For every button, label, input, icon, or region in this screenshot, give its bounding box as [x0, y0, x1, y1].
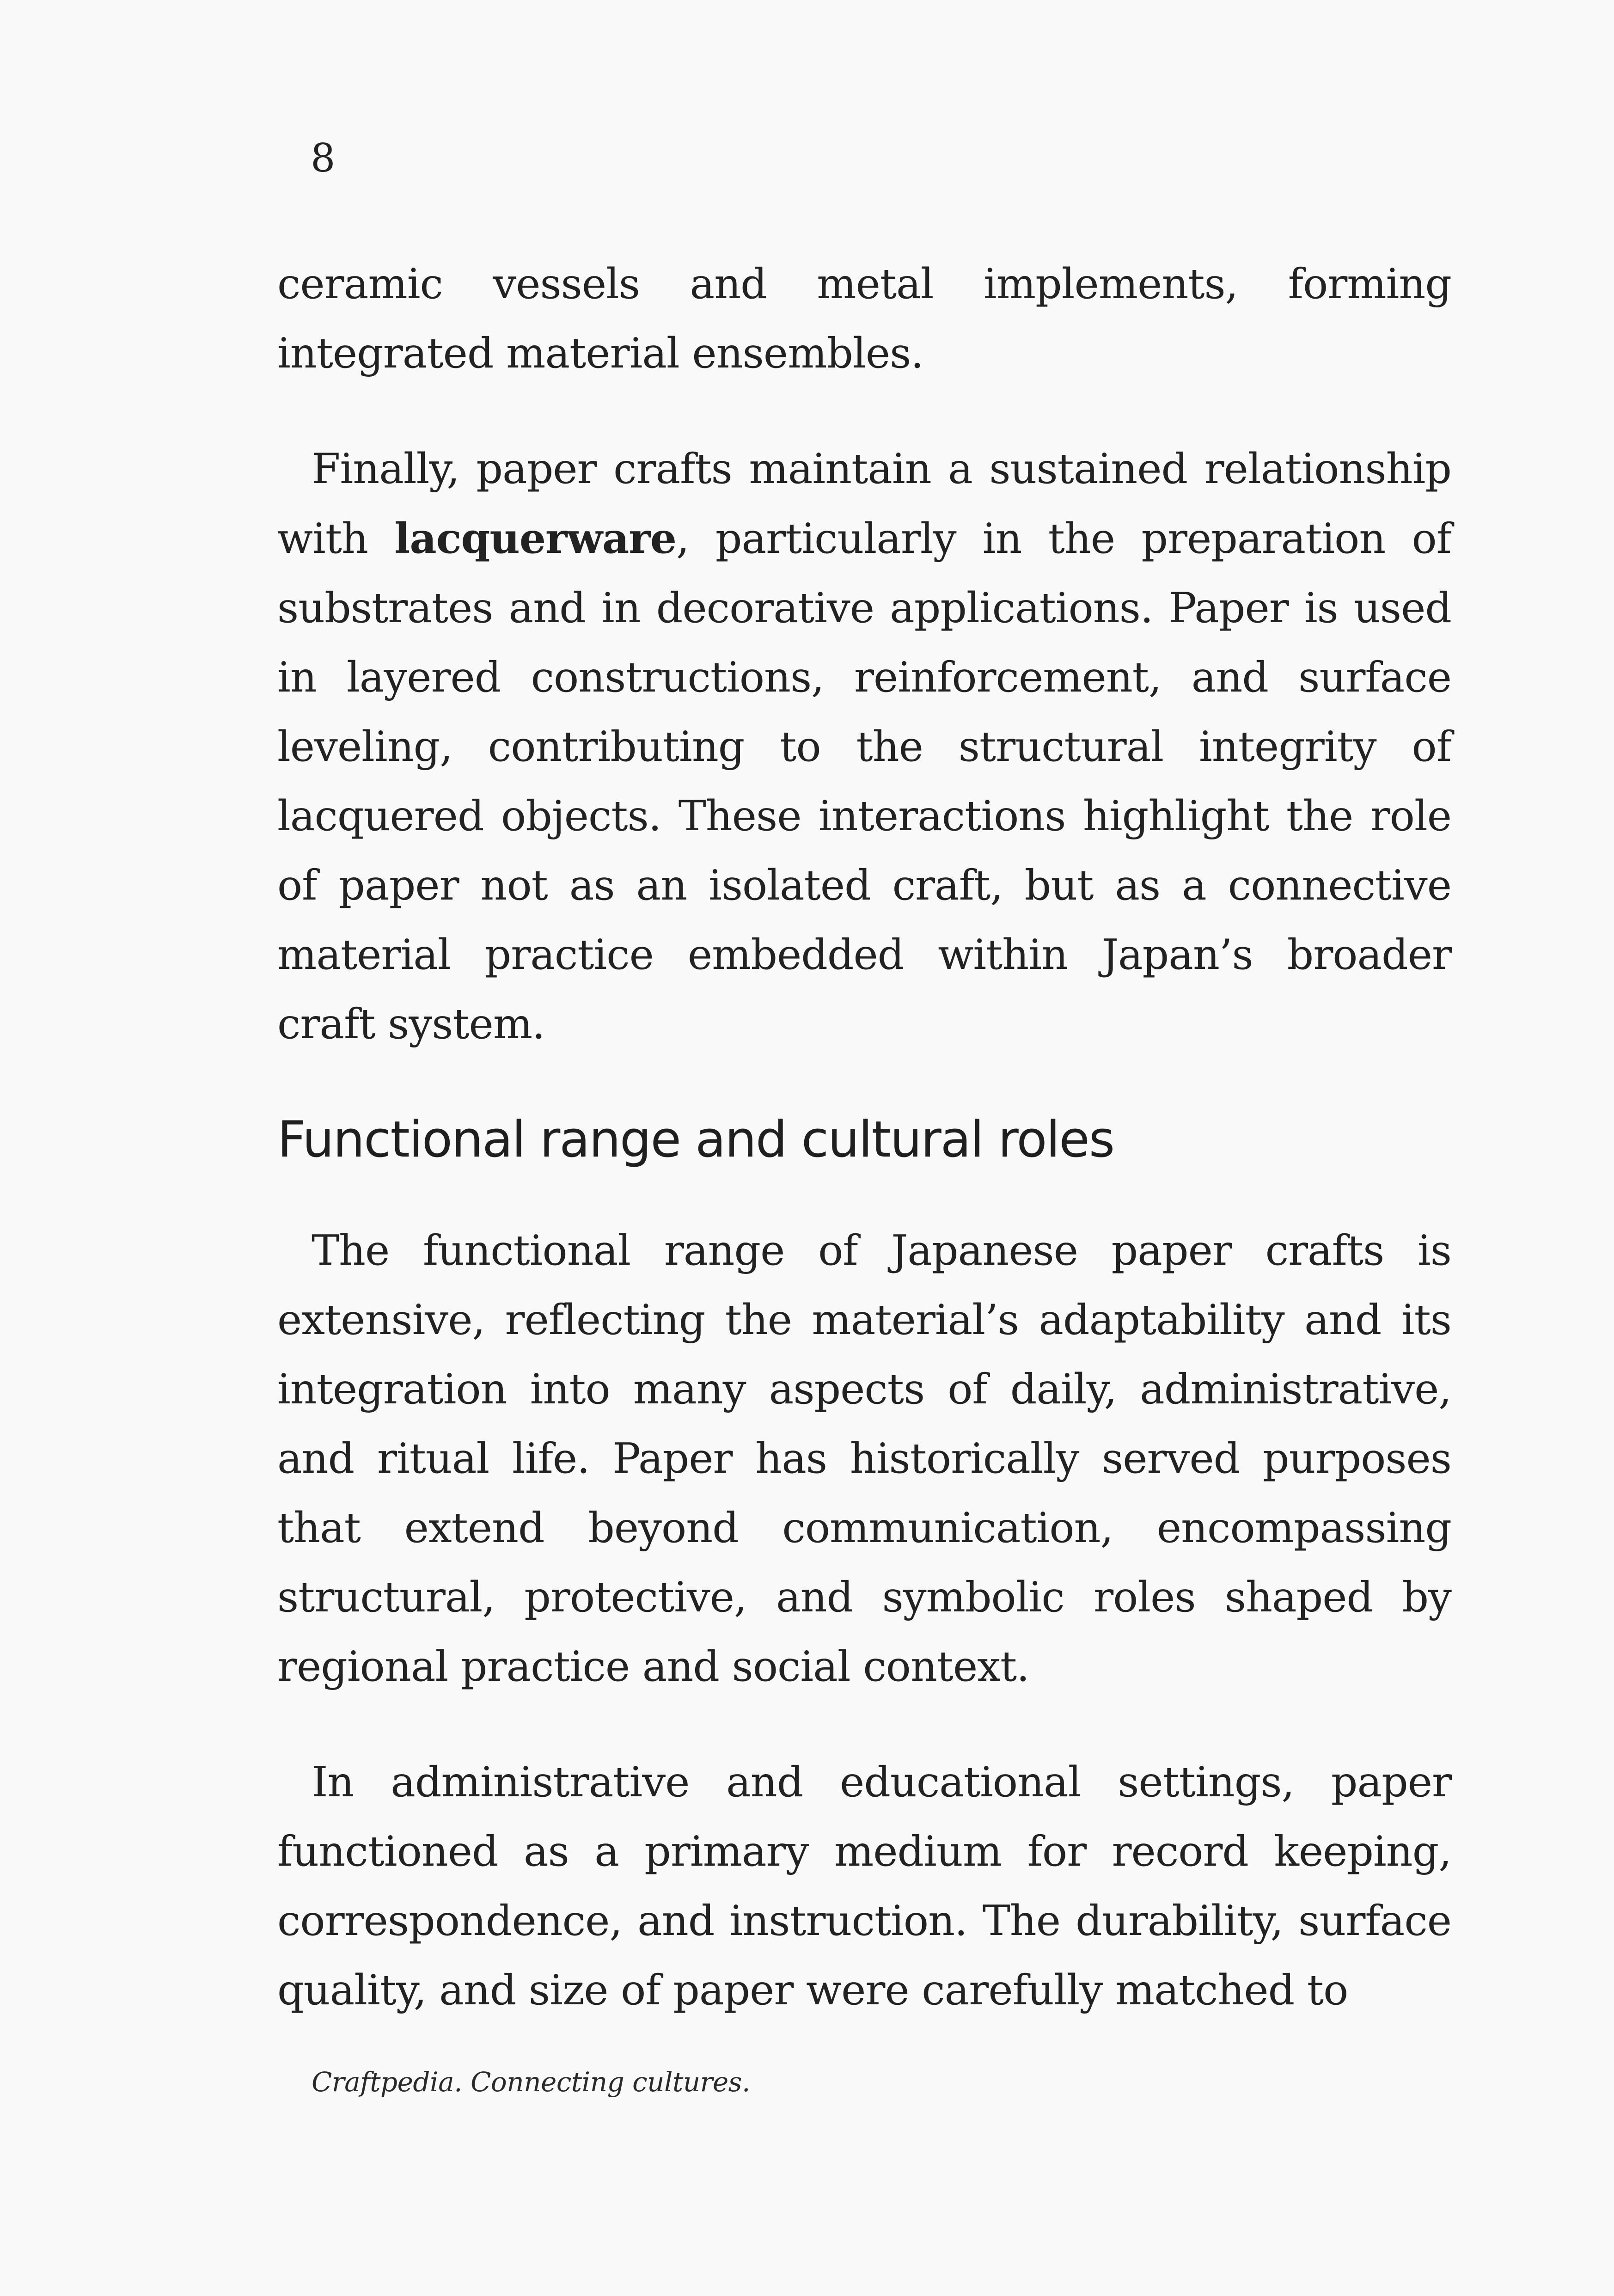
page-footer: Craftpedia. Connecting cultures. [312, 2066, 750, 2098]
page-content [277, 250, 1451, 2025]
paragraph-administrative: In administrative and educational settings, paper functioned as a primary medium for record keeping, correspondence, and instruction. The durability, surface quality, and size of paper were carefully matched to [277, 1758, 1451, 2014]
bold-term-lacquerware: lacquerware [394, 514, 676, 563]
paragraph-lacquerware [277, 435, 1451, 1059]
paragraph-continuation: ceramic vessels and metal implements, forming integrated material ensembles. [277, 260, 1451, 378]
paragraph-text-after: , particularly in the preparation of substrates and in decorative applications. Paper is used in layered constructions, reinforcement, and surface leveling, contributing to the structural integrity of lacquered objects. These interactions highlight the role of paper not as an isolated craft, but as a connective material practice embedded within Japan’s broader craft system. [277, 514, 1451, 1048]
section-heading: Functional range and cultural roles [277, 1111, 1114, 1169]
paragraph-text-before: Finally, paper crafts maintain a sustained relationship with [277, 445, 1451, 563]
page-number: 8 [311, 135, 336, 181]
paragraph-functional-range: The functional range of Japanese paper crafts is extensive, reflecting the material’s adaptability and its integration into many aspects of daily, administrative, and ritual life. Paper has historically served purposes that extend beyond communication, encompassing structural, protective, and symbolic roles shaped by regional practice and social context. [277, 1226, 1451, 1691]
